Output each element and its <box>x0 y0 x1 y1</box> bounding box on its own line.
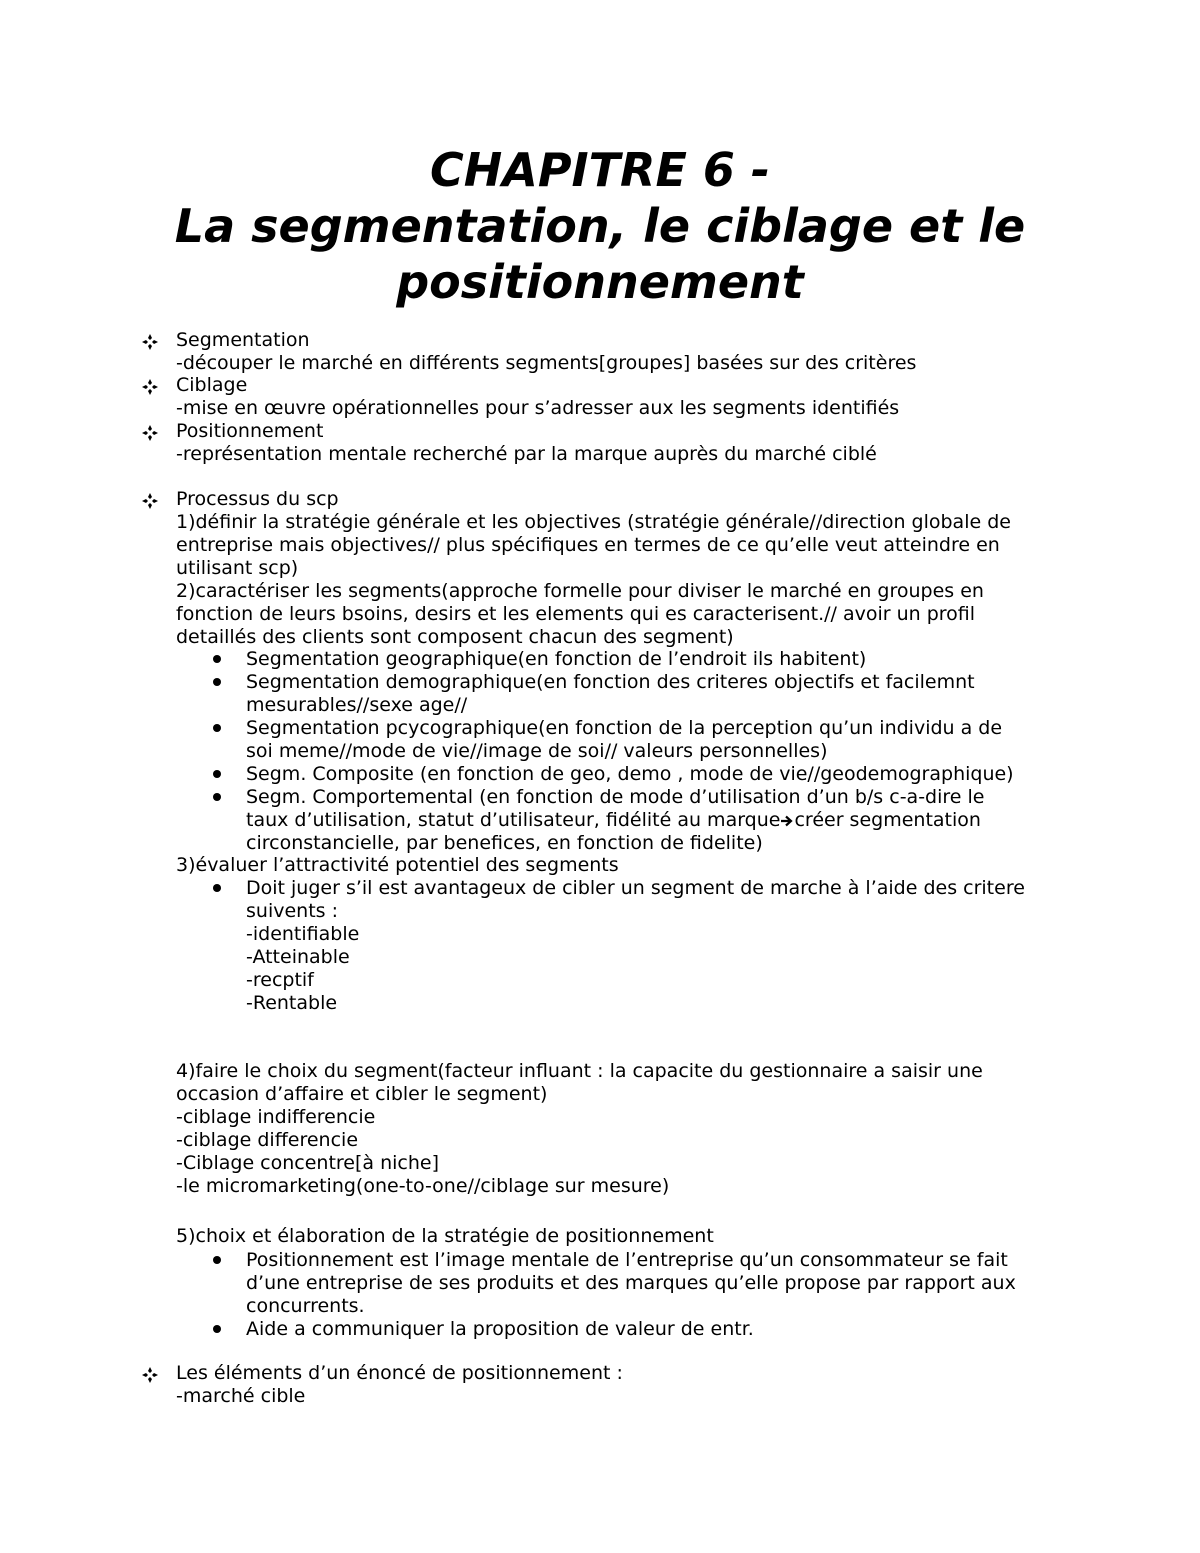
list-item: Segmentation demographique(en fonction des criteres objectifs et facilemnt <box>246 671 975 693</box>
round-bullet-icon <box>213 1325 221 1333</box>
list-item: Segm. Comportemental (en fonction de mode d’utilisation d’un b/s c-a-dire le <box>246 786 985 808</box>
text-line: -Ciblage concentre[à niche] <box>176 1152 440 1174</box>
text-line: detaillés des clients sont composent chacun des segment) <box>176 626 734 648</box>
list-item-continuation: d’une entreprise de ses produits et des marques qu’elle propose par rapport aux <box>246 1272 1016 1294</box>
list-item-continuation <box>246 809 981 832</box>
criterion: -Atteinable <box>246 946 350 968</box>
diamond-bullet-icon <box>141 378 159 396</box>
round-bullet-icon <box>213 655 221 663</box>
round-bullet-icon <box>213 770 221 778</box>
text-line: -marché cible <box>176 1385 306 1407</box>
text-line: 1)définir la stratégie générale et les objectives (stratégie générale//direction globale de <box>176 511 1011 533</box>
right-arrow-icon <box>780 814 794 828</box>
list-item-continuation: circonstancielle, par benefices, en fonction de fidelite) <box>246 832 763 854</box>
text-line: -représentation mentale recherché par la marque auprès du marché ciblé <box>176 443 877 465</box>
criterion: -identifiable <box>246 923 360 945</box>
heading-ciblage: Ciblage <box>176 374 248 396</box>
list-item: Positionnement est l’image mentale de l’entreprise qu’un consommateur se fait <box>246 1249 1008 1271</box>
criterion: -recptif <box>246 969 314 991</box>
round-bullet-icon <box>213 724 221 732</box>
list-item-continuation: concurrents. <box>246 1295 365 1317</box>
list-item-continuation: soi meme//mode de vie//image de soi// valeurs personnelles) <box>246 740 828 762</box>
text-line: -mise en œuvre opérationnelles pour s’adresser aux les segments identifiés <box>176 397 900 419</box>
text-line: utilisant scp) <box>176 557 299 579</box>
criterion: -Rentable <box>246 992 338 1014</box>
text-line: 4)faire le choix du segment(facteur influant : la capacite du gestionnaire a saisir une <box>176 1060 983 1082</box>
chapter-subtitle-line2: positionnement <box>396 255 804 309</box>
round-bullet-icon <box>213 884 221 892</box>
list-item-continuation: suivents : <box>246 900 338 922</box>
diamond-bullet-icon <box>141 424 159 442</box>
list-item: Segmentation geographique(en fonction de l’endroit ils habitent) <box>246 648 867 670</box>
list-item: Segmentation pcycographique(en fonction de la perception qu’un individu a de <box>246 717 1003 739</box>
chapter-title: CHAPITRE 6 - <box>429 143 771 197</box>
diamond-bullet-icon <box>141 333 159 351</box>
text-line: fonction de leurs bsoins, desirs et les elements qui es caracterisent.// avoir un profil <box>176 603 976 625</box>
list-item-continuation: mesurables//sexe age// <box>246 694 468 716</box>
round-bullet-icon <box>213 793 221 801</box>
chapter-subtitle-line1: La segmentation, le ciblage et le <box>174 199 1026 253</box>
round-bullet-icon <box>213 678 221 686</box>
text-line: 2)caractériser les segments(approche formelle pour diviser le marché en groupes en <box>176 580 984 602</box>
text-line: 5)choix et élaboration de la stratégie de positionnement <box>176 1225 714 1247</box>
text-line: -ciblage indifferencie <box>176 1106 376 1128</box>
text-line: -ciblage differencie <box>176 1129 359 1151</box>
list-item: Aide a communiquer la proposition de valeur de entr. <box>246 1318 754 1340</box>
text-line: 3)évaluer l’attractivité potentiel des segments <box>176 854 619 876</box>
round-bullet-icon <box>213 1256 221 1264</box>
heading-positionnement: Positionnement <box>176 420 324 442</box>
text-line: -découper le marché en différents segments[groupes] basées sur des critères <box>176 352 917 374</box>
list-item: Segm. Composite (en fonction de geo, demo , mode de vie//geodemographique) <box>246 763 1014 785</box>
diamond-bullet-icon <box>141 1366 159 1384</box>
heading-processus: Processus du scp <box>176 488 339 510</box>
heading-enonce: Les éléments d’un énoncé de positionnement : <box>176 1362 623 1384</box>
text-line: entreprise mais objectives// plus spécifiques en termes de ce qu’elle veut atteindre en <box>176 534 1000 556</box>
heading-segmentation: Segmentation <box>176 329 310 351</box>
text-segment: créer segmentation <box>794 809 981 831</box>
text-line: occasion d’affaire et cibler le segment) <box>176 1083 548 1105</box>
diamond-bullet-icon <box>141 492 159 510</box>
text-line: -le micromarketing(one-to-one//ciblage sur mesure) <box>176 1175 670 1197</box>
list-item: Doit juger s’il est avantageux de cibler un segment de marche à l’aide des critere <box>246 877 1025 899</box>
text-segment: taux d’utilisation, statut d’utilisateur, fidélité au marque <box>246 809 781 831</box>
